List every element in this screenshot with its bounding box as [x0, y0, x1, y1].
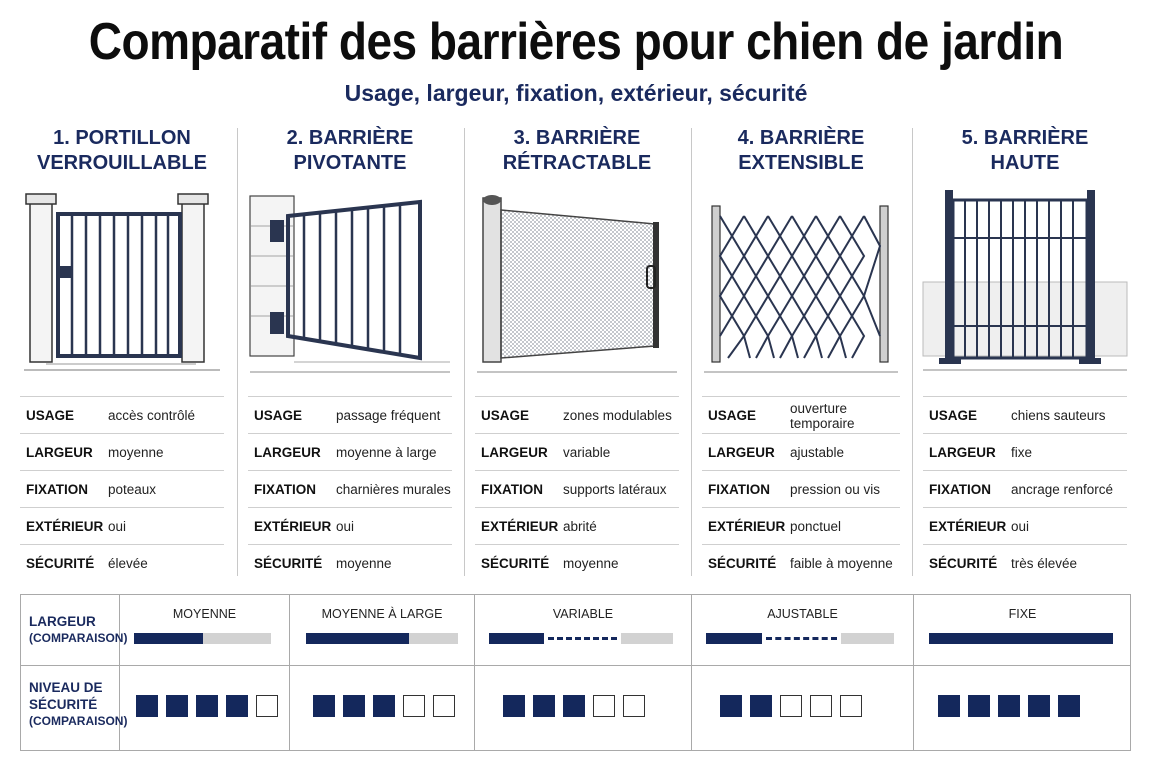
comparison-table: [20, 594, 1131, 751]
security-meter: [938, 695, 1088, 717]
page-title: Comparatif des barrières pour chien de jardin: [88, 11, 1064, 71]
security-square: [373, 695, 395, 717]
security-row-label: NIVEAU DE SÉCURITÉ (COMPARAISON): [29, 680, 128, 728]
spec-row: LARGEUR fixe: [923, 433, 1127, 471]
spec-row: FIXATION poteaux: [20, 470, 224, 508]
security-square: [226, 695, 248, 717]
spec-row: SÉCURITÉ élevée: [20, 544, 224, 582]
gate-card-1: [12, 124, 232, 578]
spec-row: LARGEUR moyenne à large: [248, 433, 452, 471]
width-bar: [929, 633, 1113, 644]
security-square: [533, 695, 555, 717]
security-square: [623, 695, 645, 717]
security-square: [166, 695, 188, 717]
security-square: [136, 695, 158, 717]
extendable-gate-icon: [698, 186, 904, 404]
width-bar-track: [203, 633, 271, 644]
spec-row: FIXATION ancrage renforcé: [923, 470, 1127, 508]
width-bar-track: [841, 633, 894, 644]
column-divider: [691, 128, 692, 576]
column-divider: [912, 128, 913, 576]
gate-heading: 2. BARRIÈRE PIVOTANTE: [286, 127, 414, 174]
spec-row: LARGEUR moyenne: [20, 433, 224, 471]
spec-row: USAGE zones modulables: [475, 396, 679, 434]
security-square: [1028, 695, 1050, 717]
security-square: [720, 695, 742, 717]
comparison-cell: MOYENNE: [120, 595, 289, 752]
spec-row: USAGE ouverture temporaire: [702, 396, 900, 434]
comparison-cell: MOYENNE À LARGE: [290, 595, 474, 752]
gate-heading: 4. BARRIÈRE EXTENSIBLE: [737, 127, 865, 174]
width-bar-fill: [134, 633, 203, 644]
spec-row: EXTÉRIEUR ponctuel: [702, 507, 900, 545]
width-bar: [489, 633, 673, 644]
spec-row: EXTÉRIEUR abrité: [475, 507, 679, 545]
security-square: [750, 695, 772, 717]
spec-row: USAGE chiens sauteurs: [923, 396, 1127, 434]
security-meter: [313, 695, 463, 717]
spec-row: LARGEUR ajustable: [702, 433, 900, 471]
security-square: [313, 695, 335, 717]
spec-row: USAGE passage fréquent: [248, 396, 452, 434]
security-meter: [136, 695, 286, 717]
width-bar: [706, 633, 894, 644]
spec-row: SÉCURITÉ moyenne: [248, 544, 452, 582]
spec-row: FIXATION supports latéraux: [475, 470, 679, 508]
spec-row: EXTÉRIEUR oui: [248, 507, 452, 545]
gate-heading: 3. BARRIÈRE RÉTRACTABLE: [502, 127, 652, 174]
width-bar-range: [548, 637, 617, 640]
gate-heading: 5. BARRIÈRE HAUTE: [961, 127, 1089, 174]
width-bar-fill: [706, 633, 762, 644]
width-row-label: LARGEUR (COMPARAISON): [29, 614, 128, 645]
width-bar-fill: [306, 633, 409, 644]
comparison-cell: VARIABLE: [475, 595, 691, 752]
security-square: [403, 695, 425, 717]
gate-card-2: [240, 124, 460, 578]
tall-fence-icon: [919, 186, 1131, 404]
retractable-gate-icon: [471, 186, 683, 404]
width-bar: [134, 633, 271, 644]
gate-card-5: [915, 124, 1135, 578]
gate-heading: 1. PORTILLON VERROUILLABLE: [37, 127, 207, 174]
width-bar-track: [621, 633, 673, 644]
width-bar-fill: [489, 633, 544, 644]
security-square: [256, 695, 278, 717]
spec-row: EXTÉRIEUR oui: [20, 507, 224, 545]
security-square: [503, 695, 525, 717]
spec-row: SÉCURITÉ faible à moyenne: [702, 544, 900, 582]
column-divider: [237, 128, 238, 576]
width-bar: [306, 633, 458, 644]
spec-row: FIXATION charnières murales: [248, 470, 452, 508]
gate-card-3: [467, 124, 687, 578]
security-square: [343, 695, 365, 717]
security-square: [938, 695, 960, 717]
security-square: [840, 695, 862, 717]
security-square: [780, 695, 802, 717]
spec-row: SÉCURITÉ très élevée: [923, 544, 1127, 582]
security-square: [593, 695, 615, 717]
gate-card-4: [694, 124, 908, 578]
security-square: [1058, 695, 1080, 717]
security-meter: [720, 695, 870, 717]
spec-row: EXTÉRIEUR oui: [923, 507, 1127, 545]
swing-gate-icon: [244, 186, 456, 404]
width-bar-fill: [929, 633, 1113, 644]
spec-row: FIXATION pression ou vis: [702, 470, 900, 508]
security-square: [810, 695, 832, 717]
comparison-cell: AJUSTABLE: [692, 595, 913, 752]
security-square: [968, 695, 990, 717]
security-square: [998, 695, 1020, 717]
locking-gate-icon: [16, 186, 228, 404]
column-divider: [464, 128, 465, 576]
security-meter: [503, 695, 653, 717]
spec-row: SÉCURITÉ moyenne: [475, 544, 679, 582]
security-square: [563, 695, 585, 717]
comparison-cell: FIXE: [914, 595, 1131, 752]
spec-row: USAGE accès contrôlé: [20, 396, 224, 434]
page-subtitle: Usage, largeur, fixation, extérieur, sécurité: [344, 80, 808, 106]
width-bar-range: [766, 637, 837, 640]
security-square: [196, 695, 218, 717]
security-square: [433, 695, 455, 717]
width-bar-track: [409, 633, 458, 644]
spec-row: LARGEUR variable: [475, 433, 679, 471]
